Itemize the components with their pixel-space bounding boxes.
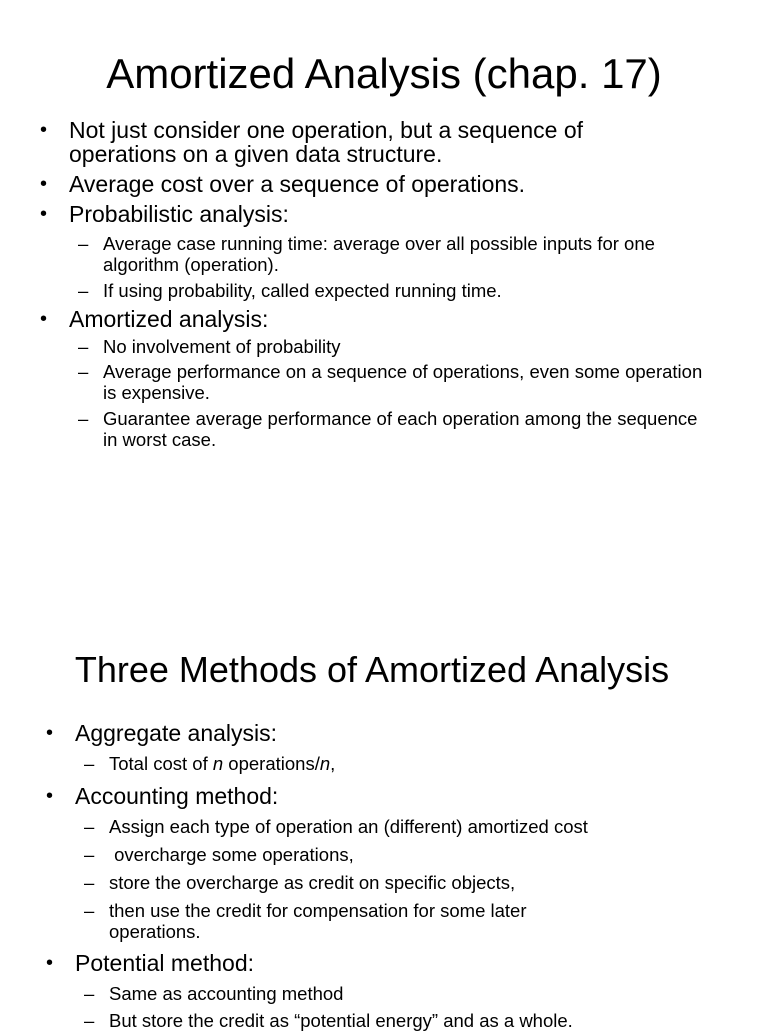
- bullet-icon: •: [46, 722, 54, 744]
- bullet-text: Potential method:: [75, 950, 255, 976]
- bullet-text: Average cost over a sequence of operations.: [69, 171, 526, 197]
- bullet-icon: •: [40, 203, 48, 225]
- dash-icon: –: [84, 816, 95, 837]
- bullet-icon: •: [40, 308, 48, 330]
- variable-n: n: [319, 753, 331, 774]
- dash-icon: –: [84, 753, 95, 774]
- sub-bullet-text: then use the credit for compensation for some later operations.: [109, 900, 527, 942]
- list-item: [0, 1010, 709, 1031]
- slide-2-bullet-list: [0, 721, 709, 1031]
- sub-bullet-text: overcharge some operations,: [109, 844, 354, 865]
- list-item: [0, 172, 669, 196]
- bullet-text: Accounting method:: [75, 783, 279, 809]
- dash-icon: –: [78, 280, 89, 301]
- list-item: [0, 784, 675, 808]
- dash-icon: –: [78, 361, 89, 382]
- list-item: [0, 280, 713, 301]
- sub-bullet-text: But store the credit as “potential energy” and as a whole.: [109, 1010, 573, 1031]
- list-item: [0, 307, 669, 331]
- bullet-text: Aggregate analysis:: [75, 720, 278, 746]
- sub-bullet-text: Guarantee average performance of each operation among the sequence in worst case.: [103, 408, 698, 450]
- bullet-icon: •: [40, 119, 48, 141]
- bullet-icon: •: [46, 785, 54, 807]
- bullet-icon: •: [46, 952, 54, 974]
- dash-icon: –: [78, 408, 89, 429]
- list-item: [0, 233, 713, 275]
- list-item: [0, 900, 619, 944]
- bullet-text: Not just consider one operation, but a sequence of operations on a given data structure.: [69, 117, 584, 167]
- bullet-text: Probabilistic analysis:: [69, 201, 289, 227]
- list-item: [0, 872, 709, 893]
- sub-bullet-text: Total cost of n operations/n,: [109, 753, 336, 774]
- slide-2-title: Three Methods of Amortized Analysis: [74, 649, 670, 690]
- list-item: [0, 118, 669, 166]
- list-item: [0, 983, 709, 1004]
- list-item: [0, 408, 713, 450]
- sub-bullet-text: Same as accounting method: [109, 983, 344, 1004]
- bullet-icon: •: [40, 173, 48, 195]
- bullet-text: Amortized analysis:: [69, 306, 269, 332]
- dash-icon: –: [84, 844, 95, 865]
- dash-icon: –: [78, 233, 89, 254]
- variable-n: n: [212, 753, 224, 774]
- list-item: [0, 336, 713, 357]
- sub-bullet-text: Average performance on a sequence of operations, even some operation is expensive.: [103, 361, 703, 403]
- dash-icon: –: [84, 983, 95, 1004]
- slide-1-title: Amortized Analysis (chap. 17): [106, 50, 662, 97]
- slide-1-bullet-list: [0, 118, 713, 450]
- dash-icon: –: [78, 336, 89, 357]
- sub-bullet-text: If using probability, called expected running time.: [103, 280, 502, 301]
- list-item: [0, 202, 669, 226]
- list-item: [0, 721, 675, 745]
- sub-bullet-text: Average case running time: average over all possible inputs for one algorithm (operation).: [103, 233, 655, 275]
- dash-icon: –: [84, 900, 95, 921]
- list-item: [0, 844, 709, 865]
- sub-bullet-text: Assign each type of operation an (different) amortized cost: [109, 816, 588, 837]
- list-item: [0, 951, 675, 975]
- list-item: [0, 361, 713, 403]
- list-item: [0, 816, 709, 837]
- slide-2: [0, 640, 768, 1031]
- list-item: [0, 753, 709, 774]
- sub-bullet-text: No involvement of probability: [103, 336, 341, 357]
- sub-bullet-text: store the overcharge as credit on specific objects,: [109, 872, 516, 893]
- dash-icon: –: [84, 1010, 95, 1031]
- dash-icon: –: [84, 872, 95, 893]
